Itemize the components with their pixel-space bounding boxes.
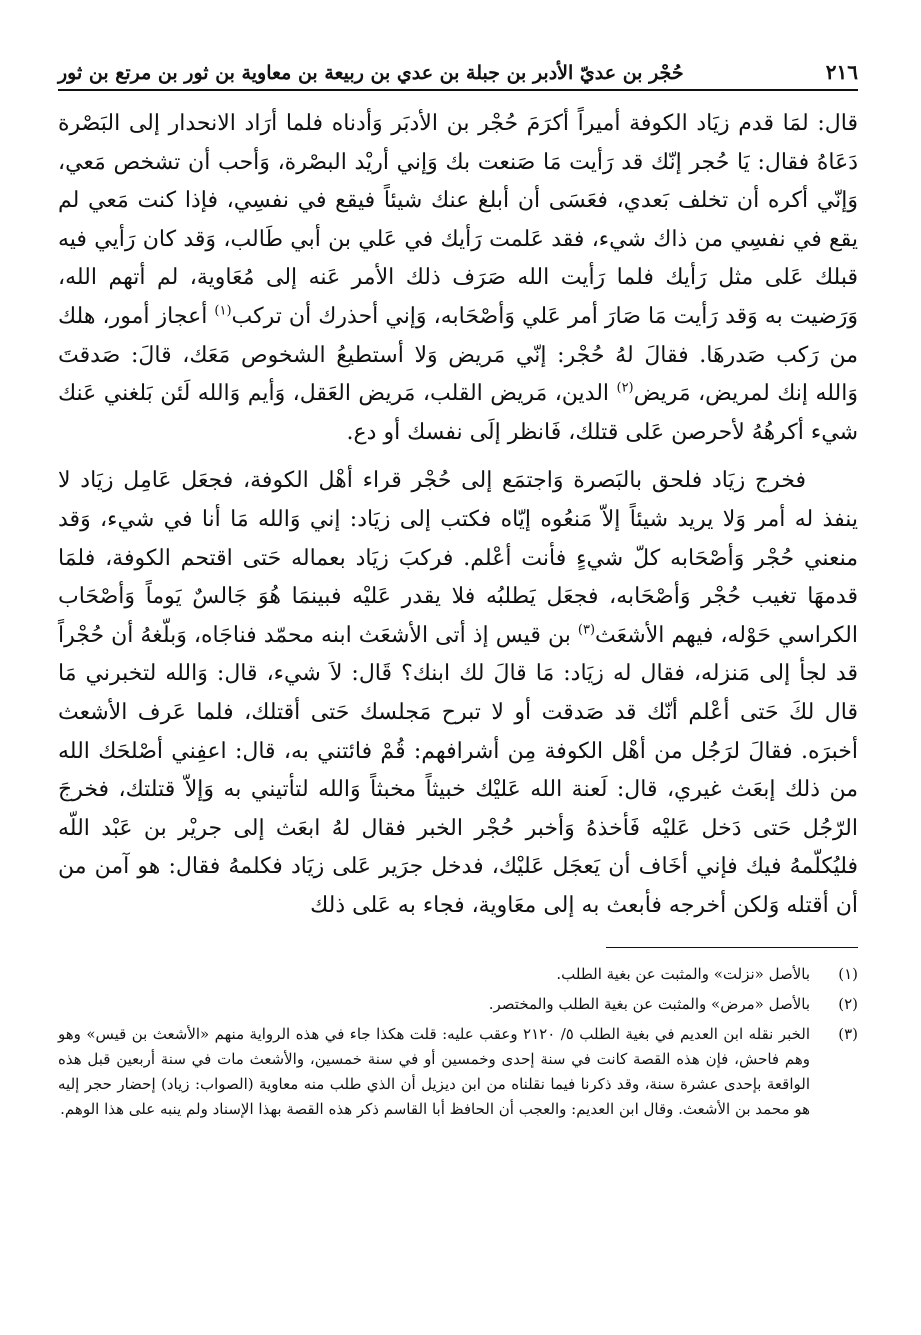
footnote-3 bbox=[58, 1022, 858, 1122]
footnote-separator bbox=[606, 947, 858, 948]
footnote-text: بالأصل «نزلت» والمثبت عن بغية الطلب. bbox=[556, 965, 810, 984]
paragraph-text: بن قيس إذ أتى الأشعَث ابنه محمّد فناجَاه، وَبلّغهُ أن حُجْراً قد لجأ إلى مَنزله، فقال له زيَاد: مَا قالَ لك ابنك؟ قَال: لاَ شيء، قال: وَالله لتخبرني مَا قال لكَ حَتى أعْلم أنّك قد صَدقت أو لا تبرح مَجلسك حَتى أقتلك، فلما عَرف الأشعث أخبرَه. فقالَ لرَجُل من أهْل الكوفة مِن أشرافهم: قُمْ فائتني به، قال: اعفِني أصْلحَك الله من ذلك إبعَث غيري، قال: لَعنة الله عَليْك خبيثاً مخبثاً وَالله لتأتيني به وَإلاّ قتلتك، فخرجَ الرّجُل حَتى دَخل عَليْه فَأخذهُ وَأخبر حُجْر الخبر فقال لهُ ابعَث إلى جريْر بن عَبْد اللّه فليُكلّمهُ فيك فإني أخَاف أن يَعجَل عَليْك، فدخل جرَير عَلى زيَاد فكلمهُ فقال: هو آمن من أن أقتله وَلكن أخرجه فأبعث به إلى معَاوية، فجاء به عَلى ذلك bbox=[58, 622, 858, 918]
footnote-reference-2: (٢) bbox=[616, 380, 634, 396]
page-number: ٢١٦ bbox=[825, 60, 858, 84]
paragraph-text: أعجاز أمور، هلك من رَكب صَدرهَا. فقالَ لهُ حُجْر: إنّي مَريض وَلا أستطيعُ الشخوص مَعَك، قالَ: صَدقتَ وَالله إنك لمريض، مَريض bbox=[58, 303, 858, 407]
footnote-number: (٢) bbox=[838, 995, 858, 1014]
footnote-text: بالأصل «مرض» والمثبت عن بغية الطلب والمختصر. bbox=[488, 995, 810, 1014]
paragraph-text: قال: لمَا قدم زيَاد الكوفة أميراً أكرَمَ حُجْر بن الأدبَر وَأدناه فلما أرَاد الانحدار إلى البَصْرة دَعَاهُ فقال: يَا حُجر إنّك قد رَأيت مَا صَنعت بك وَإني أريْد البصْرة، وَأحب أن تشخص مَعي، وَإنّي أكره أن تخلف بَعدي، فعَسَى أن أبلغ عنك شيئاً فيقع في نفسِي، فإذا كنت مَعي لم يقع في نفسِي من ذاك شيء، فقد عَلمت رَأيك في عَلي بن أبي طَالب، وَقد كان رَأيي فيه قبلك عَلى مثل رَأيك فلما رَأيت الله صَرَف ذلك الأمر عَنه إلى مُعَاوية، لم أتهم الله، وَرَضيت به وَقد رَأيت مَا صَارَ أمر عَلي وَأصْحَابه، وَإني أحذرك أن تركب bbox=[58, 111, 858, 329]
header-rule bbox=[58, 89, 858, 91]
paragraph-text: فخرج زيَاد فلحق بالبَصرة وَاجتمَع إلى حُجْر قراء أهْل الكوفة، فجعَل عَامِل زيَاد لا ينفذ له أمر وَلا يريد شيئاً إلاّ مَنعُوه إيّاه فكتب إلى زيَاد: إني وَالله مَا أنا في شيء، وَقد منعني حُجْر وَأصْحَابه كلّ شيءٍ فأنت أعْلم. فركبَ زيَاد بعماله حَتى اقتحم الكوفة، فلمَا قدمهَا تغيب حُجْر وَأصْحَابه، فجعَل يَطلبُه فلا يقدر عَليْه فبينمَا هُوَ جَالسٌ يَوماً وَأصْحَاب الكراسي حَوْله، فيهم الأشعَث bbox=[58, 468, 858, 648]
running-title: حُجْر بن عديّ الأدبر بن جبلة بن عدي بن ربيعة بن معاوية بن ثور بن مرتع بن ثور bbox=[58, 62, 684, 84]
running-header bbox=[58, 58, 858, 87]
footnote-reference-1: (١) bbox=[214, 303, 232, 319]
paragraph-1 bbox=[58, 105, 858, 452]
footnote-number: (٣) bbox=[838, 1025, 858, 1044]
footnote-2 bbox=[58, 992, 858, 1017]
footnote-number: (١) bbox=[838, 965, 858, 984]
footnote-reference-3: (٣) bbox=[577, 622, 596, 638]
paragraph-text: الدين، مَريض القلب، مَريض العَقل، وَأيم وَالله لَئن بَلغني عَنك شيء أكرهُهُ لأحرصن عَلى قتلك، فَانظر إلَى نفسك أو دع. bbox=[58, 381, 858, 445]
footnote-1 bbox=[58, 962, 858, 987]
footnotes bbox=[58, 962, 858, 1122]
paragraph-2 bbox=[58, 462, 858, 925]
book-page bbox=[58, 58, 858, 1122]
footnote-text: الخبر نقله ابن العديم في بغية الطلب ٥/ ٢١٢٠ وعقب عليه: قلت هكذا جاء في هذه الرواية منهم «الأشعث بن قيس» وهو وهم فاحش، فإن هذه القصة كانت في سنة إحدى وخمسين أو في سنة خمسين، والأشعث مات في سنة أربعين قبل هذه الواقعة بإحدى عشرة سنة، وقد ذكرنا فيما نقلناه من ابن ديزيل أن الذي طلب منه معاوية (الصواب: زياد) إحضار حجر إليه هو محمد بن الأشعث. وقال ابن العديم: والعجب أن الحافظ أبا القاسم ذكر هذه القصة بهذا الإسناد ولم ينبه على هذا الوهم. bbox=[58, 1025, 811, 1119]
main-text bbox=[58, 105, 858, 925]
